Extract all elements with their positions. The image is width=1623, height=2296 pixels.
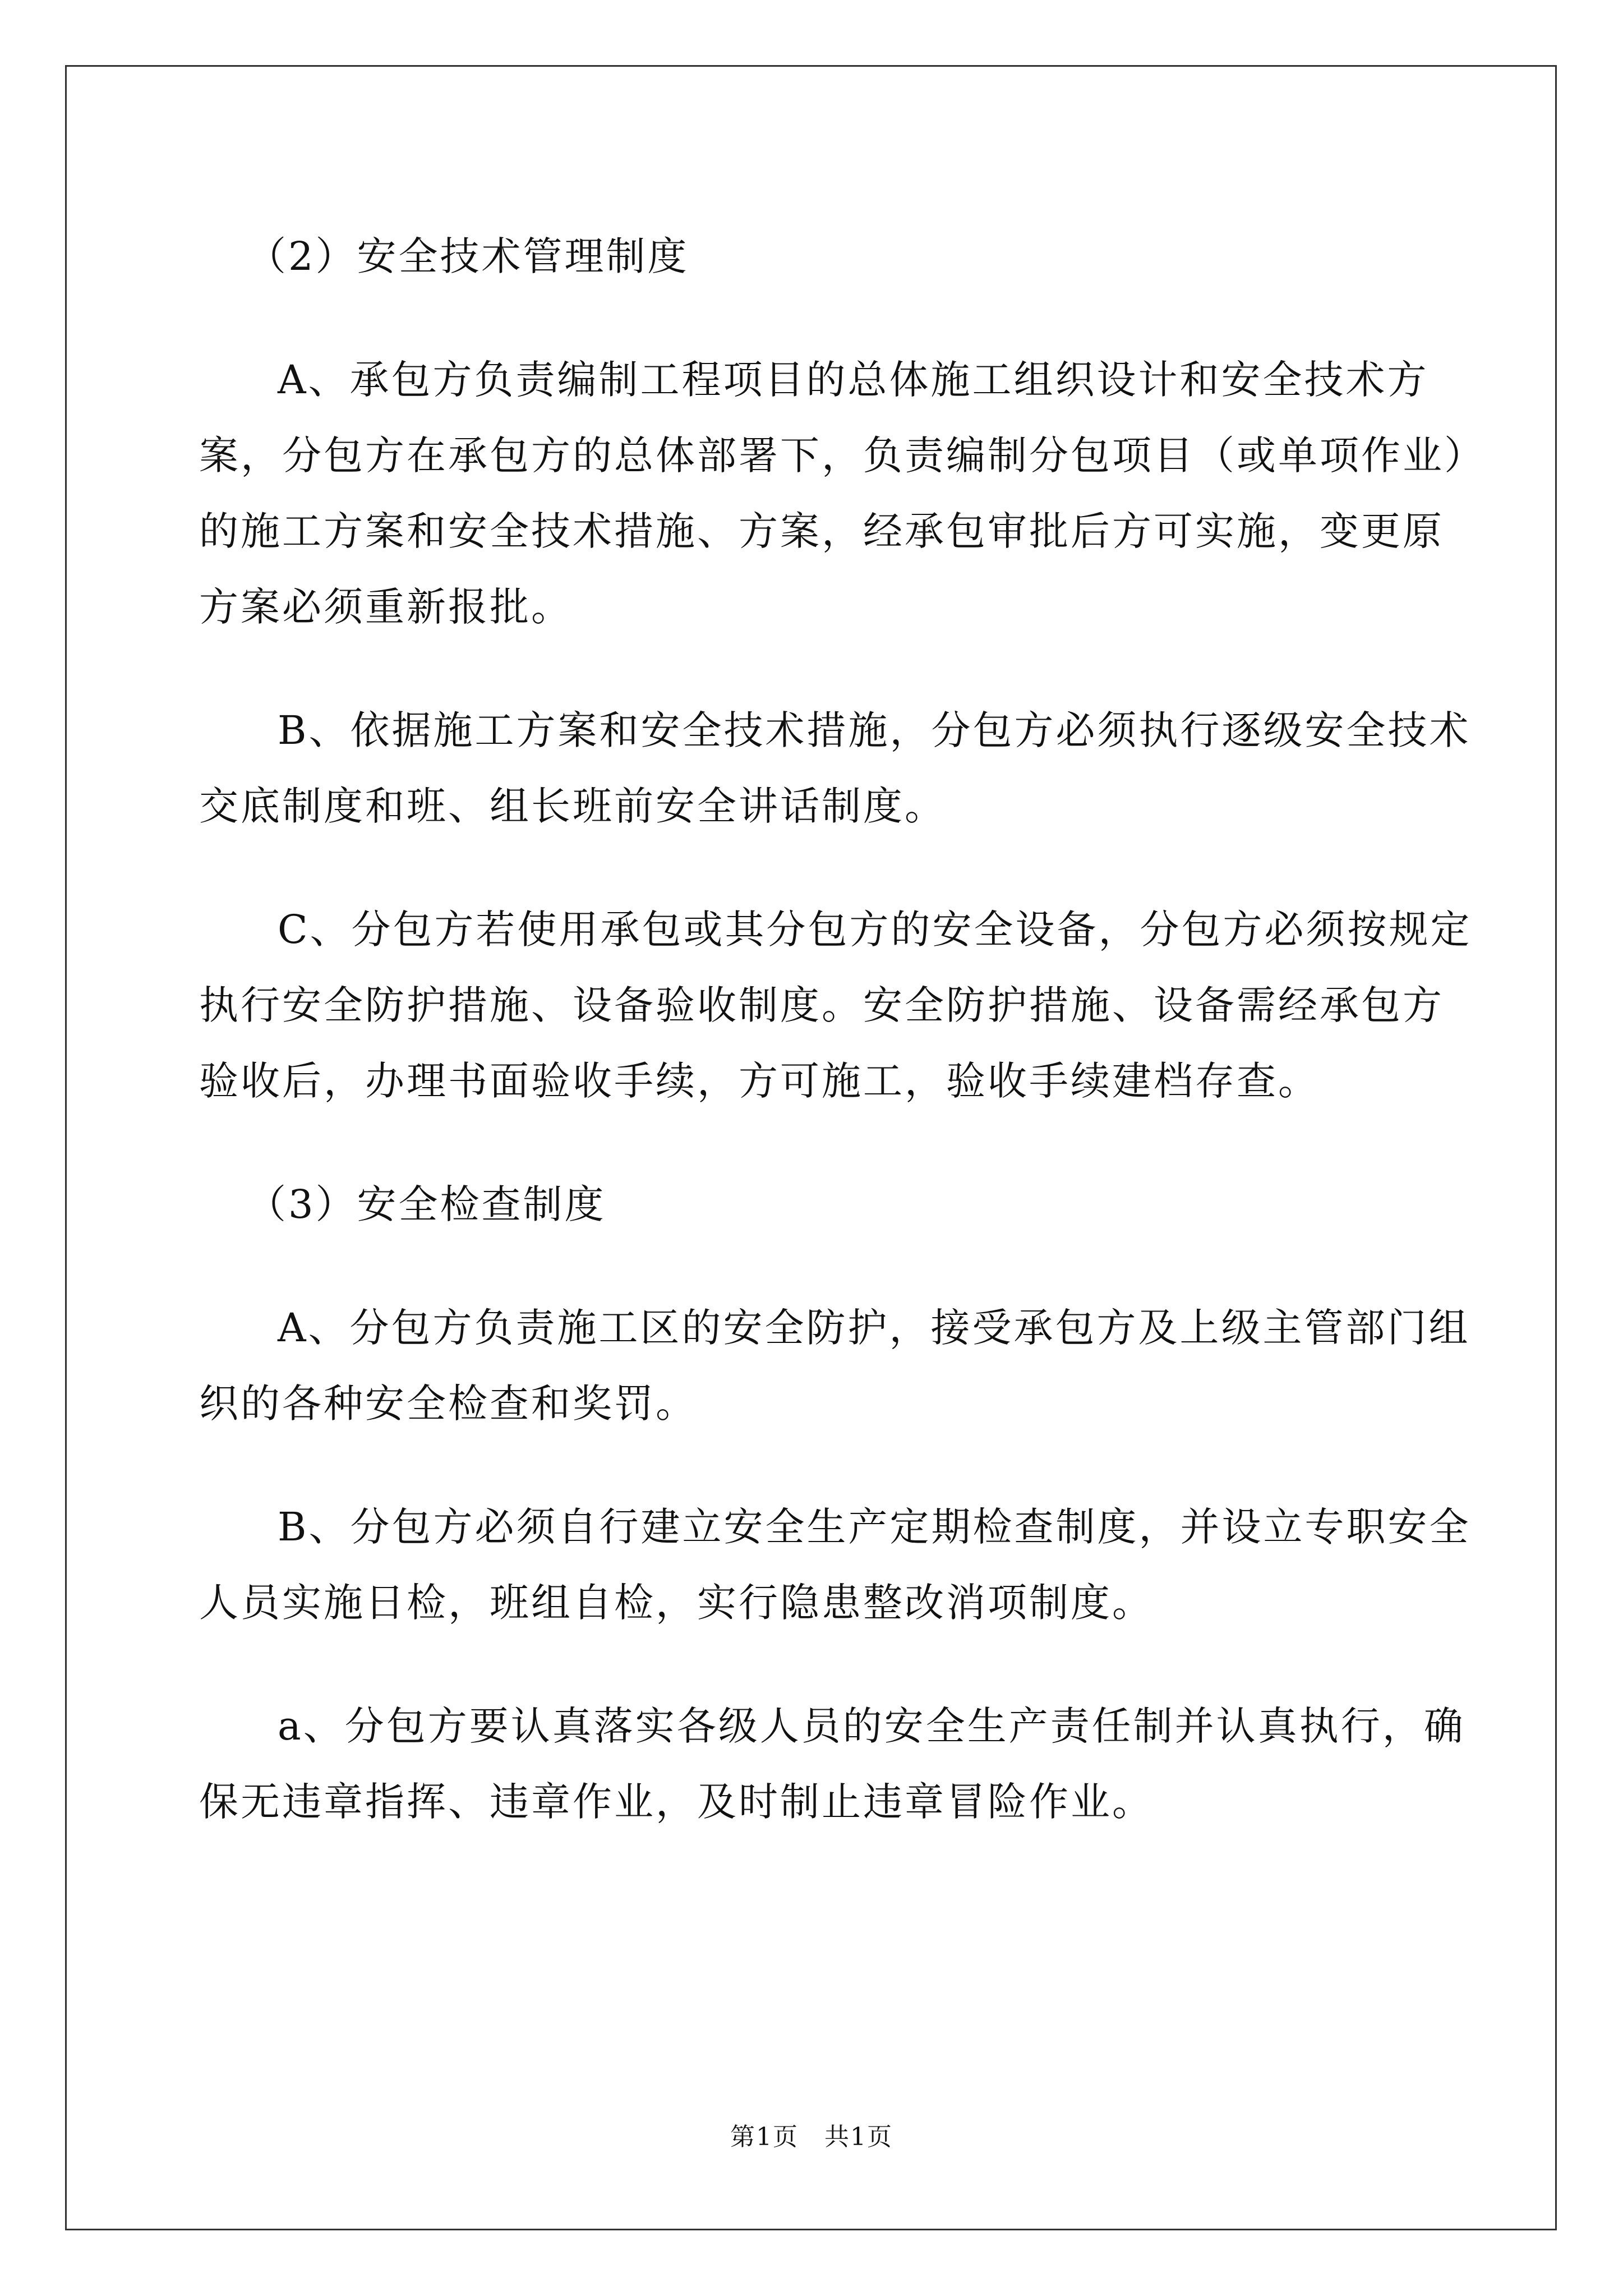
paragraph-a-technical: A、承包方负责编制工程项目的总体施工组织设计和安全技术方案，分包方在承包方的总体部署下，负责编制分包项目（或单项作业）的施工方案和安全技术措施、方案，经承包审批后方可实施，变更原方案必须重新报批。	[199, 357, 1466, 630]
paragraph-lower-a-inspection: a、分包方要认真落实各级人员的安全生产责任制并认真执行，确保无违章指挥、违章作业，及时制止违章冒险作业。	[199, 1703, 1465, 1825]
paragraph-b-technical: B、依据施工方案和安全技术措施，分包方必须执行逐级安全技术交底制度和班、组长班前安全讲话制度。	[199, 707, 1471, 829]
page-footer: 第1页 共1页	[730, 2123, 893, 2151]
section-heading-3: （3）安全检查制度	[247, 1181, 606, 1227]
paragraph-a-inspection: A、分包方负责施工区的安全防护，接受承包方及上级主管部门组织的各种安全检查和奖罚。	[199, 1305, 1470, 1427]
section-heading-2: （2）安全技术管理制度	[247, 233, 689, 279]
document-body	[199, 219, 1472, 1888]
paragraph-c-technical: C、分包方若使用承包或其分包方的安全设备，分包方必须按规定执行安全防护措施、设备验收制度。安全防护措施、设备需经承包方验收后，办理书面验收手续，方可施工，验收手续建档存查。	[199, 907, 1472, 1104]
paragraph-b-inspection: B、分包方必须自行建立安全生产定期检查制度，并设立专职安全人员实施日检，班组自检，实行隐患整改消项制度。	[199, 1504, 1471, 1626]
